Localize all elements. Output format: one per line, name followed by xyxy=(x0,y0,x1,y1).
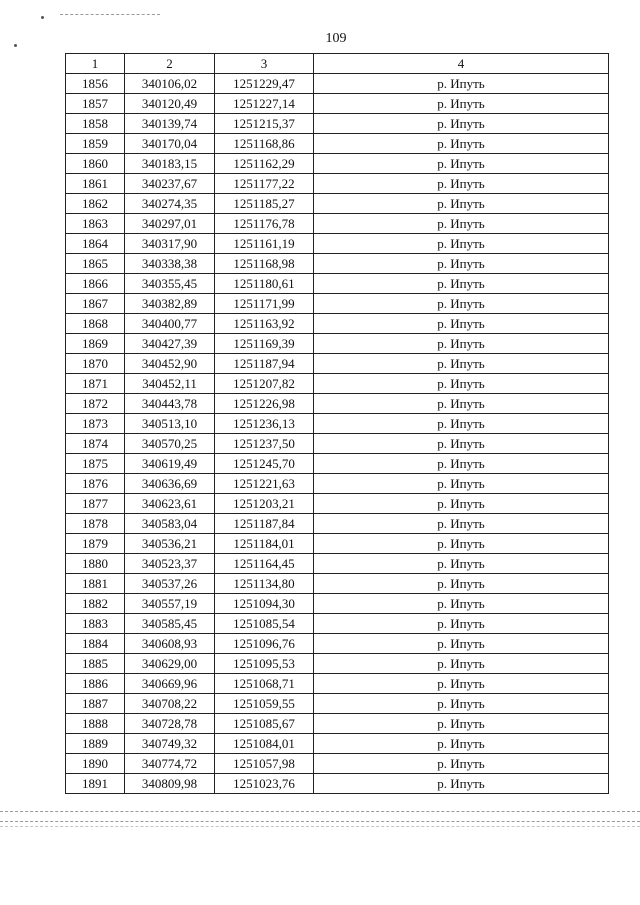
point-number-cell: 1877 xyxy=(66,494,125,514)
x-coordinate-cell: 340623,61 xyxy=(125,494,215,514)
description-cell: р. Ипуть xyxy=(314,214,609,234)
page-number: 109 xyxy=(325,31,347,46)
y-coordinate-cell: 1251203,21 xyxy=(215,494,314,514)
x-coordinate-cell: 340636,69 xyxy=(125,474,215,494)
column-header-1: 1 xyxy=(66,54,125,74)
y-coordinate-cell: 1251168,86 xyxy=(215,134,314,154)
table-row xyxy=(66,734,609,754)
y-coordinate-cell: 1251236,13 xyxy=(215,414,314,434)
description-cell: р. Ипуть xyxy=(314,774,609,794)
x-coordinate-cell: 340120,49 xyxy=(125,94,215,114)
x-coordinate-cell: 340585,45 xyxy=(125,614,215,634)
y-coordinate-cell: 1251094,30 xyxy=(215,594,314,614)
y-coordinate-cell: 1251161,19 xyxy=(215,234,314,254)
description-cell: р. Ипуть xyxy=(314,314,609,334)
y-coordinate-cell: 1251227,14 xyxy=(215,94,314,114)
table-row xyxy=(66,194,609,214)
x-coordinate-cell: 340536,21 xyxy=(125,534,215,554)
table-row xyxy=(66,374,609,394)
table-row xyxy=(66,294,609,314)
x-coordinate-cell: 340237,67 xyxy=(125,174,215,194)
table-row xyxy=(66,154,609,174)
table-row xyxy=(66,674,609,694)
column-header-2: 2 xyxy=(125,54,215,74)
y-coordinate-cell: 1251229,47 xyxy=(215,74,314,94)
x-coordinate-cell: 340139,74 xyxy=(125,114,215,134)
description-cell: р. Ипуть xyxy=(314,614,609,634)
x-coordinate-cell: 340774,72 xyxy=(125,754,215,774)
point-number-cell: 1859 xyxy=(66,134,125,154)
y-coordinate-cell: 1251023,76 xyxy=(215,774,314,794)
table-body xyxy=(66,74,609,794)
point-number-cell: 1860 xyxy=(66,154,125,174)
y-coordinate-cell: 1251215,37 xyxy=(215,114,314,134)
y-coordinate-cell: 1251095,53 xyxy=(215,654,314,674)
table-row xyxy=(66,274,609,294)
table-row xyxy=(66,754,609,774)
x-coordinate-cell: 340183,15 xyxy=(125,154,215,174)
x-coordinate-cell: 340728,78 xyxy=(125,714,215,734)
point-number-cell: 1882 xyxy=(66,594,125,614)
point-number-cell: 1872 xyxy=(66,394,125,414)
table-row xyxy=(66,414,609,434)
x-coordinate-cell: 340809,98 xyxy=(125,774,215,794)
table-row xyxy=(66,94,609,114)
table-row xyxy=(66,114,609,134)
point-number-cell: 1857 xyxy=(66,94,125,114)
x-coordinate-cell: 340443,78 xyxy=(125,394,215,414)
x-coordinate-cell: 340317,90 xyxy=(125,234,215,254)
table-row xyxy=(66,474,609,494)
scan-line-bottom-1 xyxy=(0,811,640,812)
point-number-cell: 1861 xyxy=(66,174,125,194)
point-number-cell: 1890 xyxy=(66,754,125,774)
description-cell: р. Ипуть xyxy=(314,154,609,174)
description-cell: р. Ипуть xyxy=(314,114,609,134)
y-coordinate-cell: 1251221,63 xyxy=(215,474,314,494)
point-number-cell: 1856 xyxy=(66,74,125,94)
x-coordinate-cell: 340608,93 xyxy=(125,634,215,654)
y-coordinate-cell: 1251237,50 xyxy=(215,434,314,454)
x-coordinate-cell: 340749,32 xyxy=(125,734,215,754)
table-row xyxy=(66,354,609,374)
table-row xyxy=(66,574,609,594)
x-coordinate-cell: 340583,04 xyxy=(125,514,215,534)
table-row xyxy=(66,694,609,714)
y-coordinate-cell: 1251059,55 xyxy=(215,694,314,714)
y-coordinate-cell: 1251057,98 xyxy=(215,754,314,774)
x-coordinate-cell: 340619,49 xyxy=(125,454,215,474)
y-coordinate-cell: 1251187,94 xyxy=(215,354,314,374)
table-row xyxy=(66,394,609,414)
table-row xyxy=(66,314,609,334)
y-coordinate-cell: 1251207,82 xyxy=(215,374,314,394)
description-cell: р. Ипуть xyxy=(314,94,609,114)
description-cell: р. Ипуть xyxy=(314,634,609,654)
x-coordinate-cell: 340338,38 xyxy=(125,254,215,274)
point-number-cell: 1881 xyxy=(66,574,125,594)
table-row xyxy=(66,534,609,554)
x-coordinate-cell: 340537,26 xyxy=(125,574,215,594)
y-coordinate-cell: 1251187,84 xyxy=(215,514,314,534)
x-coordinate-cell: 340629,00 xyxy=(125,654,215,674)
table-row xyxy=(66,214,609,234)
description-cell: р. Ипуть xyxy=(314,694,609,714)
description-cell: р. Ипуть xyxy=(314,374,609,394)
point-number-cell: 1878 xyxy=(66,514,125,534)
x-coordinate-cell: 340427,39 xyxy=(125,334,215,354)
point-number-cell: 1870 xyxy=(66,354,125,374)
table-row xyxy=(66,134,609,154)
description-cell: р. Ипуть xyxy=(314,294,609,314)
x-coordinate-cell: 340557,19 xyxy=(125,594,215,614)
point-number-cell: 1879 xyxy=(66,534,125,554)
point-number-cell: 1886 xyxy=(66,674,125,694)
x-coordinate-cell: 340170,04 xyxy=(125,134,215,154)
description-cell: р. Ипуть xyxy=(314,394,609,414)
x-coordinate-cell: 340106,02 xyxy=(125,74,215,94)
point-number-cell: 1864 xyxy=(66,234,125,254)
point-number-cell: 1866 xyxy=(66,274,125,294)
y-coordinate-cell: 1251169,39 xyxy=(215,334,314,354)
description-cell: р. Ипуть xyxy=(314,434,609,454)
description-cell: р. Ипуть xyxy=(314,534,609,554)
table-header-row xyxy=(66,54,609,74)
y-coordinate-cell: 1251168,98 xyxy=(215,254,314,274)
scan-line-bottom-3 xyxy=(0,826,640,827)
description-cell: р. Ипуть xyxy=(314,254,609,274)
table-row xyxy=(66,434,609,454)
x-coordinate-cell: 340523,37 xyxy=(125,554,215,574)
description-cell: р. Ипуть xyxy=(314,274,609,294)
point-number-cell: 1874 xyxy=(66,434,125,454)
x-coordinate-cell: 340452,90 xyxy=(125,354,215,374)
table-row xyxy=(66,614,609,634)
y-coordinate-cell: 1251096,76 xyxy=(215,634,314,654)
x-coordinate-cell: 340400,77 xyxy=(125,314,215,334)
table-row xyxy=(66,254,609,274)
y-coordinate-cell: 1251134,80 xyxy=(215,574,314,594)
y-coordinate-cell: 1251171,99 xyxy=(215,294,314,314)
x-coordinate-cell: 340708,22 xyxy=(125,694,215,714)
table-row xyxy=(66,714,609,734)
description-cell: р. Ипуть xyxy=(314,474,609,494)
description-cell: р. Ипуть xyxy=(314,494,609,514)
description-cell: р. Ипуть xyxy=(314,414,609,434)
description-cell: р. Ипуть xyxy=(314,354,609,374)
table-row xyxy=(66,174,609,194)
table-row xyxy=(66,594,609,614)
y-coordinate-cell: 1251068,71 xyxy=(215,674,314,694)
table-row xyxy=(66,334,609,354)
description-cell: р. Ипуть xyxy=(314,754,609,774)
scan-line-bottom-2 xyxy=(0,821,640,822)
description-cell: р. Ипуть xyxy=(314,74,609,94)
point-number-cell: 1876 xyxy=(66,474,125,494)
description-cell: р. Ипуть xyxy=(314,654,609,674)
description-cell: р. Ипуть xyxy=(314,594,609,614)
point-number-cell: 1883 xyxy=(66,614,125,634)
description-cell: р. Ипуть xyxy=(314,554,609,574)
y-coordinate-cell: 1251180,61 xyxy=(215,274,314,294)
x-coordinate-cell: 340452,11 xyxy=(125,374,215,394)
point-number-cell: 1873 xyxy=(66,414,125,434)
table-row xyxy=(66,514,609,534)
description-cell: р. Ипуть xyxy=(314,674,609,694)
table-row xyxy=(66,454,609,474)
y-coordinate-cell: 1251177,22 xyxy=(215,174,314,194)
y-coordinate-cell: 1251164,45 xyxy=(215,554,314,574)
table-row xyxy=(66,774,609,794)
column-header-3: 3 xyxy=(215,54,314,74)
point-number-cell: 1875 xyxy=(66,454,125,474)
description-cell: р. Ипуть xyxy=(314,334,609,354)
description-cell: р. Ипуть xyxy=(314,734,609,754)
scan-line-top xyxy=(60,14,160,15)
y-coordinate-cell: 1251162,29 xyxy=(215,154,314,174)
x-coordinate-cell: 340382,89 xyxy=(125,294,215,314)
point-number-cell: 1891 xyxy=(66,774,125,794)
y-coordinate-cell: 1251245,70 xyxy=(215,454,314,474)
scan-dot-top xyxy=(41,16,44,19)
description-cell: р. Ипуть xyxy=(314,574,609,594)
x-coordinate-cell: 340355,45 xyxy=(125,274,215,294)
point-number-cell: 1889 xyxy=(66,734,125,754)
point-number-cell: 1888 xyxy=(66,714,125,734)
x-coordinate-cell: 340297,01 xyxy=(125,214,215,234)
point-number-cell: 1880 xyxy=(66,554,125,574)
y-coordinate-cell: 1251184,01 xyxy=(215,534,314,554)
description-cell: р. Ипуть xyxy=(314,174,609,194)
description-cell: р. Ипуть xyxy=(314,194,609,214)
y-coordinate-cell: 1251176,78 xyxy=(215,214,314,234)
description-cell: р. Ипуть xyxy=(314,514,609,534)
point-number-cell: 1865 xyxy=(66,254,125,274)
y-coordinate-cell: 1251084,01 xyxy=(215,734,314,754)
point-number-cell: 1858 xyxy=(66,114,125,134)
table-row xyxy=(66,634,609,654)
description-cell: р. Ипуть xyxy=(314,714,609,734)
column-header-4: 4 xyxy=(314,54,609,74)
y-coordinate-cell: 1251085,67 xyxy=(215,714,314,734)
table-row xyxy=(66,234,609,254)
point-number-cell: 1885 xyxy=(66,654,125,674)
x-coordinate-cell: 340570,25 xyxy=(125,434,215,454)
y-coordinate-cell: 1251085,54 xyxy=(215,614,314,634)
y-coordinate-cell: 1251226,98 xyxy=(215,394,314,414)
table-row xyxy=(66,654,609,674)
point-number-cell: 1867 xyxy=(66,294,125,314)
y-coordinate-cell: 1251163,92 xyxy=(215,314,314,334)
description-cell: р. Ипуть xyxy=(314,234,609,254)
point-number-cell: 1871 xyxy=(66,374,125,394)
y-coordinate-cell: 1251185,27 xyxy=(215,194,314,214)
point-number-cell: 1863 xyxy=(66,214,125,234)
description-cell: р. Ипуть xyxy=(314,134,609,154)
description-cell: р. Ипуть xyxy=(314,454,609,474)
x-coordinate-cell: 340669,96 xyxy=(125,674,215,694)
point-number-cell: 1868 xyxy=(66,314,125,334)
coordinates-table xyxy=(65,53,609,794)
x-coordinate-cell: 340274,35 xyxy=(125,194,215,214)
point-number-cell: 1887 xyxy=(66,694,125,714)
table-row xyxy=(66,494,609,514)
point-number-cell: 1869 xyxy=(66,334,125,354)
point-number-cell: 1862 xyxy=(66,194,125,214)
point-number-cell: 1884 xyxy=(66,634,125,654)
x-coordinate-cell: 340513,10 xyxy=(125,414,215,434)
table-row xyxy=(66,74,609,94)
table-row xyxy=(66,554,609,574)
